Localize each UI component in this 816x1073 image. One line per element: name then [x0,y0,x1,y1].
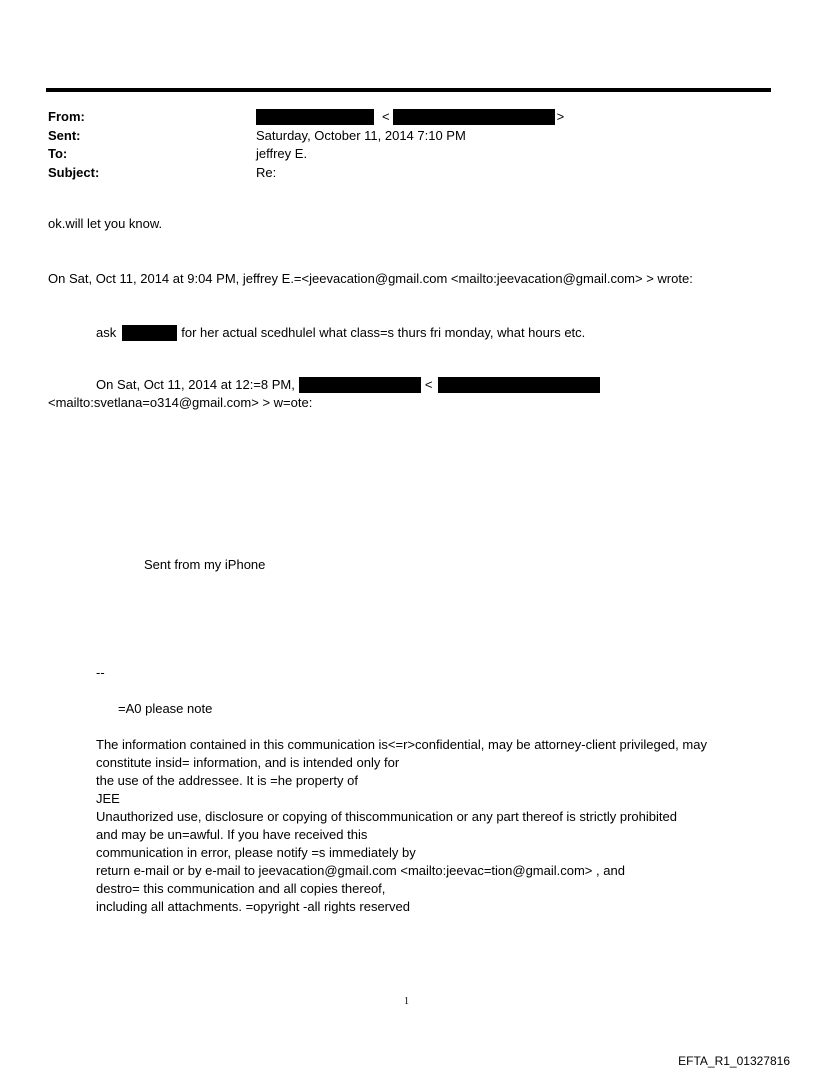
disclaimer-line: destro= this communication and all copies thereof, [96,881,386,896]
reply-text: ok.will let you know. [48,216,163,231]
disclaimer-line: communication in error, please notify =s immediately by [96,845,416,860]
signature-note: =A0 please note [118,701,213,716]
to-label: To: [48,146,68,161]
disclaimer-block [96,736,707,916]
document-id: EFTA_R1_01327816 [678,1054,790,1068]
disclaimer-line: constitute insid= information, and is intended only for [96,755,400,770]
sent-value: Saturday, October 11, 2014 7:10 PM [256,127,466,143]
subject-label: Subject: [48,164,100,180]
quote2-header-start: On Sat, Oct 11, 2014 at 12:=8 PM, [96,377,295,392]
from-row [48,108,564,127]
disclaimer-line: JEE [96,791,120,806]
from-value [256,108,564,127]
quote2-lt: < [424,377,433,392]
quote1-rest: for her actual scedhulel what class=s thurs fri monday, what hours etc. [181,325,586,340]
redaction-from-name [256,109,374,125]
redaction-quote1-name [122,325,177,341]
quote1-header: On Sat, Oct 11, 2014 at 9:04 PM, jeffrey E.=<jeevacation@gmail.com <mailto:jeevacation@gmail.com> > wrote: [48,271,693,286]
from-lt: < [382,109,390,124]
from-gt: > [556,109,565,124]
page-number: 1 [404,996,409,1007]
email-header [48,108,564,182]
disclaimer-line: and may be un=awful. If you have received this [96,827,368,842]
sent-label: Sent: [48,127,81,143]
disclaimer-line: the use of the addressee. It is =he property of [96,773,358,788]
from-label: From: [48,109,85,124]
sent-from-iphone: Sent from my iPhone [144,557,266,572]
disclaimer-line: The information contained in this communication is<=r>confidential, may be attorney-client privileged, may [96,737,707,752]
sent-row [48,127,564,146]
header-rule [46,88,771,92]
redaction-from-email [393,109,555,125]
quote2-header-end: <mailto:svetlana=o314@gmail.com> > w=ote: [48,395,313,410]
redaction-quote2-name [299,377,421,393]
disclaimer-line: Unauthorized use, disclosure or copying of thiscommunication or any part thereof is strictly prohibited [96,809,677,824]
redaction-quote2-email [438,377,600,393]
subject-value: Re: [256,164,277,180]
quote1-line [96,324,585,342]
quote1-ask: ask [96,325,117,340]
subject-row [48,164,564,183]
to-row [48,145,564,164]
signature-dashes: -- [96,665,105,680]
disclaimer-line: including all attachments. =opyright -all rights reserved [96,899,410,914]
quote2-header-line [96,376,600,394]
disclaimer-line: return e-mail or by e-mail to jeevacation@gmail.com <mailto:jeevac=tion@gmail.com> , and [96,863,625,878]
to-value: jeffrey E. [256,146,308,161]
